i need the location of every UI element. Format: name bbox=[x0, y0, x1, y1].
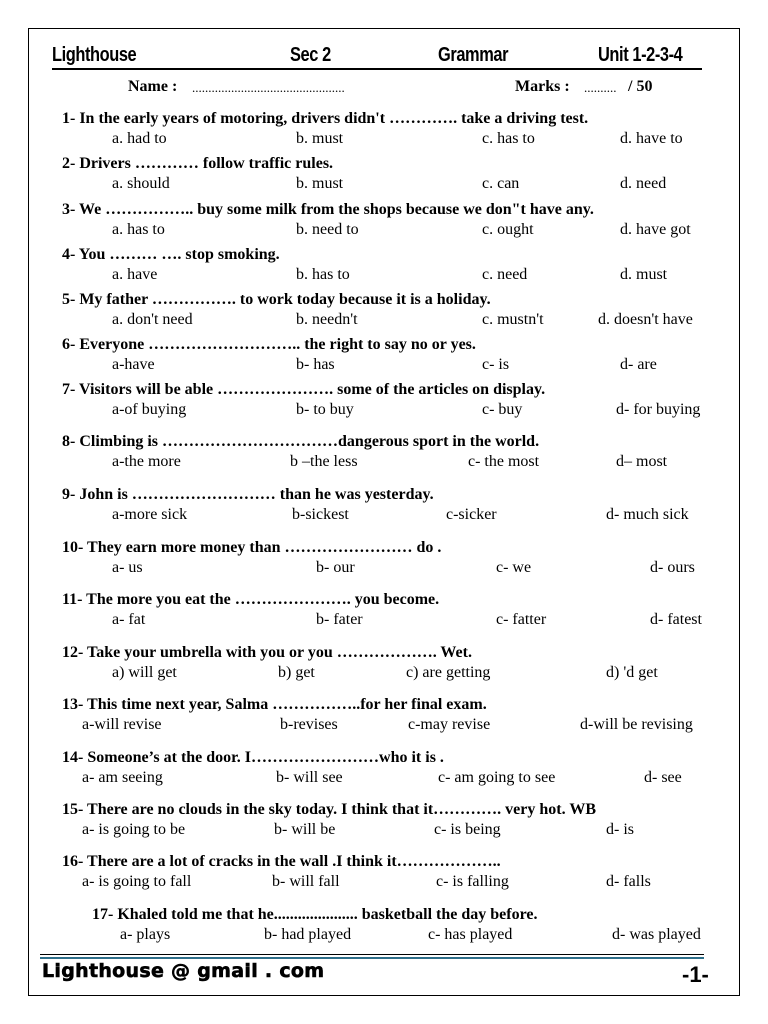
option-b[interactable]: b. needn't bbox=[296, 311, 358, 328]
question-text: 10- They earn more money than …………………… do . bbox=[62, 539, 442, 556]
marks-total: / 50 bbox=[628, 78, 653, 95]
question-text: 1- In the early years of motoring, drivers didn't …………. take a driving test. bbox=[62, 110, 589, 127]
option-a[interactable]: a- am seeing bbox=[82, 769, 163, 786]
option-c[interactable]: c. has to bbox=[482, 130, 535, 147]
option-c[interactable]: c- is falling bbox=[436, 873, 509, 890]
option-c[interactable]: c. ought bbox=[482, 221, 534, 238]
option-d[interactable]: d-will be revising bbox=[580, 716, 693, 733]
option-b[interactable]: b-sickest bbox=[292, 506, 349, 523]
unit-label: Unit 1-2-3-4 bbox=[598, 44, 683, 66]
option-c[interactable]: c- has played bbox=[428, 926, 513, 943]
option-b[interactable]: b- to buy bbox=[296, 401, 354, 418]
option-a[interactable]: a- plays bbox=[120, 926, 171, 943]
subject-label: Grammar bbox=[438, 44, 509, 66]
option-b[interactable]: b) get bbox=[278, 664, 315, 681]
option-b[interactable]: b. must bbox=[296, 175, 344, 192]
option-d[interactable]: d- was played bbox=[612, 926, 701, 943]
option-c[interactable]: c- am going to see bbox=[438, 769, 556, 786]
footer-divider-accent bbox=[40, 957, 704, 959]
option-a[interactable]: a- is going to be bbox=[82, 821, 186, 838]
option-b[interactable]: b- had played bbox=[264, 926, 352, 943]
question-text: 3- We …………….. buy some milk from the shops because we don"t have any. bbox=[62, 201, 594, 218]
question-text: 15- There are no clouds in the sky today. I think that it…………. very hot. WB bbox=[62, 801, 596, 818]
question-text: 11- The more you eat the …………………. you become. bbox=[62, 591, 440, 608]
question-text: 9- John is ……………………… than he was yesterday. bbox=[62, 486, 434, 503]
option-a[interactable]: a- fat bbox=[112, 611, 146, 628]
option-d[interactable]: d- is bbox=[606, 821, 634, 838]
question-text: 8- Climbing is ……………………………dangerous sport in the world. bbox=[62, 433, 540, 450]
option-b[interactable]: b-revises bbox=[280, 716, 338, 733]
option-c[interactable]: c- is bbox=[482, 356, 510, 373]
question-text: 17- Khaled told me that he..................... basketball the day before. bbox=[92, 906, 538, 923]
option-d[interactable]: d– most bbox=[616, 453, 668, 470]
question-text: 12- Take your umbrella with you or you ………………. Wet. bbox=[62, 644, 472, 661]
option-b[interactable]: b. need to bbox=[296, 221, 359, 238]
option-a[interactable]: a-have bbox=[112, 356, 155, 373]
option-a[interactable]: a. had to bbox=[112, 130, 167, 147]
footer-email: Lighthouse @ gmail . com bbox=[42, 960, 325, 982]
option-d[interactable]: d. have got bbox=[620, 221, 691, 238]
option-c[interactable]: c. can bbox=[482, 175, 520, 192]
option-b[interactable]: b- our bbox=[316, 559, 355, 576]
option-a[interactable]: a. have bbox=[112, 266, 158, 283]
option-a[interactable]: a-of buying bbox=[112, 401, 187, 418]
option-b[interactable]: b. must bbox=[296, 130, 344, 147]
option-d[interactable]: d- ours bbox=[650, 559, 695, 576]
option-d[interactable]: d- much sick bbox=[606, 506, 689, 523]
question-text: 2- Drivers ………… follow traffic rules. bbox=[62, 155, 334, 172]
question-text: 6- Everyone ……………………….. the right to say no or yes. bbox=[62, 336, 476, 353]
question-text: 16- There are a lot of cracks in the wall .I think it……………….. bbox=[62, 853, 501, 870]
question-text: 7- Visitors will be able …………………. some of the articles on display. bbox=[62, 381, 546, 398]
option-c[interactable]: c-may revise bbox=[408, 716, 491, 733]
option-c[interactable]: c) are getting bbox=[406, 664, 491, 681]
option-d[interactable]: d- fatest bbox=[650, 611, 702, 628]
name-field[interactable]: ............................................... bbox=[192, 80, 345, 95]
section-label: Sec 2 bbox=[290, 44, 331, 66]
option-d[interactable]: d) 'd get bbox=[606, 664, 658, 681]
footer-divider bbox=[40, 954, 704, 955]
option-a[interactable]: a. has to bbox=[112, 221, 165, 238]
question-text: 4- You ……… …. stop smoking. bbox=[62, 246, 280, 263]
option-c[interactable]: c- is being bbox=[434, 821, 501, 838]
option-c[interactable]: c- buy bbox=[482, 401, 523, 418]
question-text: 13- This time next year, Salma ……………..for her final exam. bbox=[62, 696, 487, 713]
option-d[interactable]: d. have to bbox=[620, 130, 683, 147]
brand-title: Lighthouse bbox=[52, 44, 137, 66]
option-d[interactable]: d- see bbox=[644, 769, 682, 786]
option-d[interactable]: d. doesn't have bbox=[598, 311, 693, 328]
option-a[interactable]: a-more sick bbox=[112, 506, 188, 523]
option-d[interactable]: d. must bbox=[620, 266, 668, 283]
option-c[interactable]: c. mustn't bbox=[482, 311, 544, 328]
question-text: 14- Someone’s at the door. I……………………who it is . bbox=[62, 749, 444, 766]
option-d[interactable]: d- are bbox=[620, 356, 657, 373]
option-a[interactable]: a-will revise bbox=[82, 716, 162, 733]
option-a[interactable]: a. should bbox=[112, 175, 170, 192]
option-b[interactable]: b- will be bbox=[274, 821, 336, 838]
option-b[interactable]: b –the less bbox=[290, 453, 358, 470]
option-c[interactable]: c-sicker bbox=[446, 506, 497, 523]
marks-field[interactable]: .......... bbox=[584, 80, 617, 95]
marks-label: Marks : bbox=[515, 78, 570, 95]
option-a[interactable]: a. don't need bbox=[112, 311, 193, 328]
question-text: 5- My father ……………. to work today because it is a holiday. bbox=[62, 291, 491, 308]
option-c[interactable]: c. need bbox=[482, 266, 528, 283]
option-b[interactable]: b- has bbox=[296, 356, 335, 373]
option-d[interactable]: d. need bbox=[620, 175, 667, 192]
page-header bbox=[52, 44, 702, 70]
option-b[interactable]: b. has to bbox=[296, 266, 350, 283]
option-a[interactable]: a-the more bbox=[112, 453, 181, 470]
option-b[interactable]: b- will see bbox=[276, 769, 343, 786]
option-c[interactable]: c- we bbox=[496, 559, 532, 576]
option-b[interactable]: b- will fall bbox=[272, 873, 340, 890]
option-c[interactable]: c- fatter bbox=[496, 611, 547, 628]
option-a[interactable]: a- us bbox=[112, 559, 143, 576]
name-label: Name : bbox=[128, 78, 178, 95]
page-number: -1- bbox=[682, 962, 709, 987]
option-a[interactable]: a) will get bbox=[112, 664, 177, 681]
option-d[interactable]: d- for buying bbox=[616, 401, 701, 418]
option-b[interactable]: b- fater bbox=[316, 611, 363, 628]
option-a[interactable]: a- is going to fall bbox=[82, 873, 192, 890]
option-d[interactable]: d- falls bbox=[606, 873, 651, 890]
option-c[interactable]: c- the most bbox=[468, 453, 540, 470]
